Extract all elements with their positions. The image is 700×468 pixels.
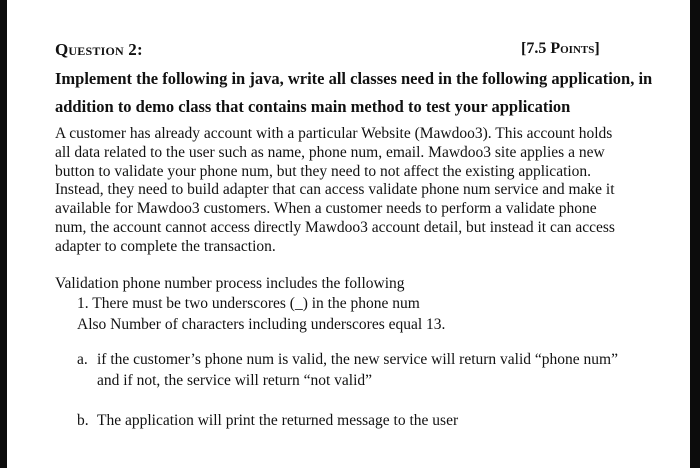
instruction-line-2: addition to demo class that contains main method to test your application xyxy=(55,97,571,116)
right-dark-edge xyxy=(690,0,700,468)
item-a-line-2: and if not, the service will return “not valid” xyxy=(97,372,373,389)
question-points: [7.5 Points] xyxy=(521,40,600,57)
item-a-marker: a. xyxy=(77,351,88,368)
paragraph-line: available for Mawdoo3 customers. When a customer needs to perform a validate phone xyxy=(55,200,597,218)
item-a-line-1: if the customer’s phone num is valid, the new service will return valid “phone num” xyxy=(97,351,618,368)
document-page xyxy=(7,0,690,468)
item-b-line-1: The application will print the returned message to the user xyxy=(97,412,459,429)
left-dark-edge xyxy=(0,0,7,468)
validation-intro: Validation phone number process includes the following xyxy=(55,275,405,292)
item-b-marker: b. xyxy=(77,412,89,429)
paragraph-line: A customer has already account with a particular Website (Mawdoo3). This account holds xyxy=(55,125,613,142)
paragraph-line: all data related to the user such as name, phone num, email. Mawdoo3 site applies a new xyxy=(55,143,605,161)
validation-rule-also: Also Number of characters including underscores equal 13. xyxy=(77,316,446,333)
paragraph-line: button to validate your phone num, but they need to not affect the existing application. xyxy=(55,162,592,180)
question-title: Question 2: xyxy=(55,40,143,59)
instruction-line-1: Implement the following in java, write all classes need in the following application, in xyxy=(55,69,653,88)
description-paragraph xyxy=(55,125,655,257)
validation-rule-1: 1. There must be two underscores (_) in the phone num xyxy=(77,295,420,312)
paragraph-line: Instead, they need to build adapter that can access validate phone num service and make it xyxy=(55,181,615,199)
paragraph-line: num, the account cannot access directly Mawdoo3 account detail, but instead it can access xyxy=(55,218,615,236)
paragraph-line: adapter to complete the transaction. xyxy=(55,237,276,255)
